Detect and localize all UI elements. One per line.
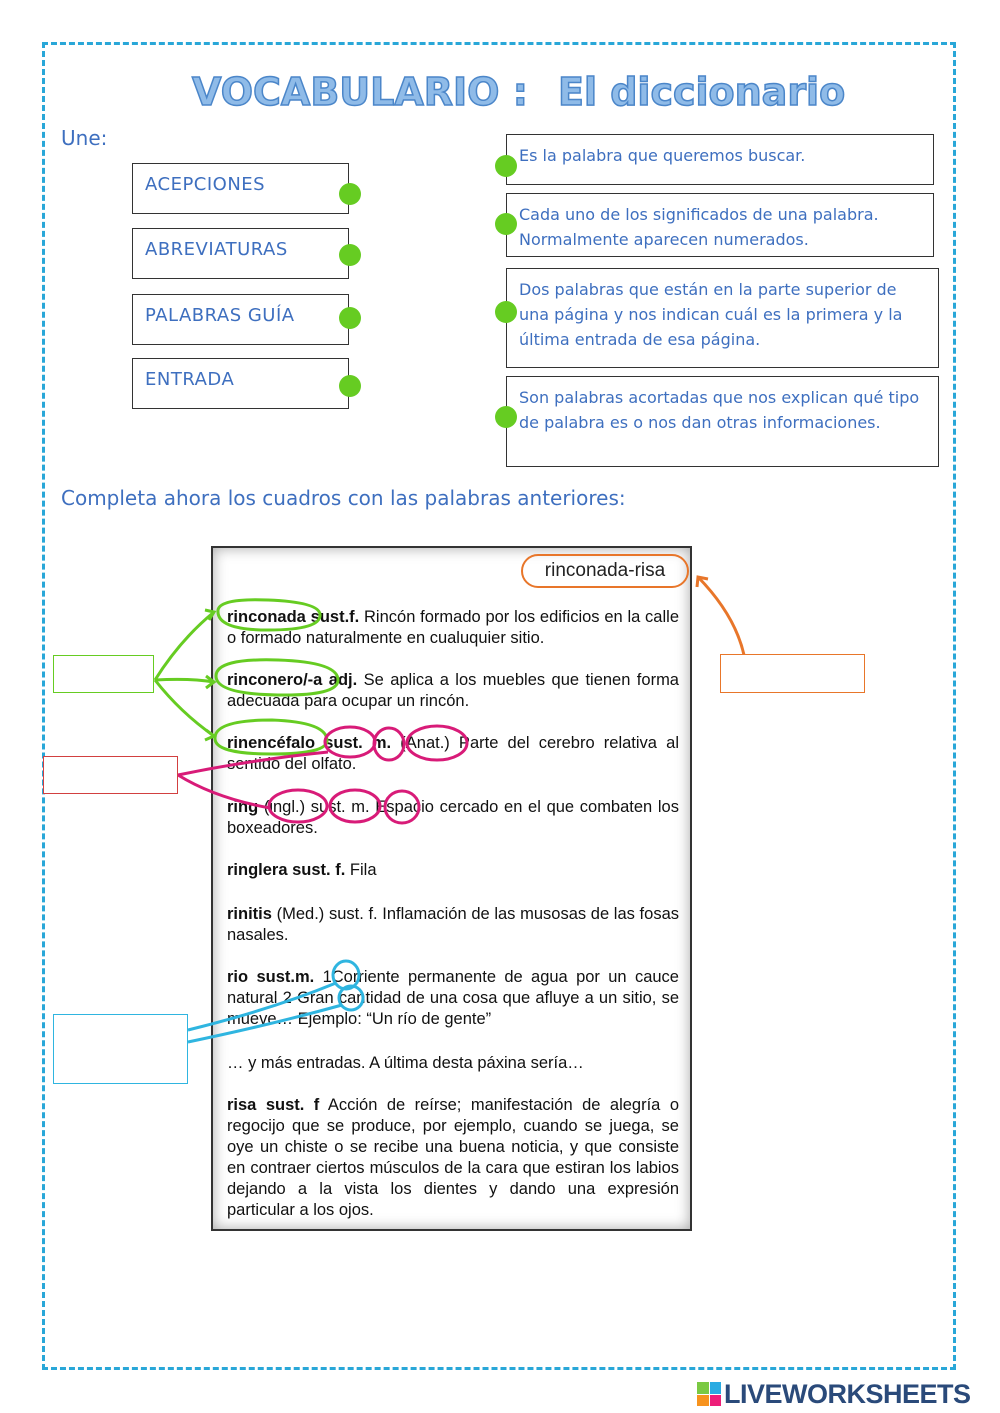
entry-text: Se aplica a los muebles que tienen forma adecuada para ocupar un rincón.	[227, 671, 679, 710]
magenta-circle-sust-2	[330, 790, 380, 822]
magenta-circle-sust-1	[325, 727, 375, 757]
entry-head: ring	[227, 798, 259, 816]
green-arrow-2	[155, 679, 214, 682]
entry-text: (Anat.) Parte del cerebro relativa al sentido del olfato.	[227, 734, 679, 773]
definition-box-3: Dos palabras que están en la parte superior de una página y nos indican cuál es la primera y la última entrada de esa página.	[506, 268, 939, 368]
entry-head: risa	[227, 1096, 257, 1114]
magenta-circle-anat	[407, 726, 467, 760]
entry-head: rinencéfalo	[227, 734, 316, 752]
title-el-diccionario: El diccionario	[558, 70, 846, 114]
answer-box-acepciones[interactable]	[53, 1014, 188, 1084]
logo-text: LIVEWORKSHEETS	[724, 1378, 971, 1409]
answer-box-entrada[interactable]	[53, 655, 154, 693]
entry-tags: sust.f.	[310, 608, 360, 626]
une-label: Une:	[61, 126, 108, 150]
green-circle-rinconero	[216, 660, 338, 695]
entry-tags: adj.	[328, 671, 358, 689]
entry-head: rio	[227, 968, 249, 986]
term-box-palabras-guia: PALABRAS GUÍA	[132, 294, 349, 345]
entry-head: rinconero/-a	[227, 671, 323, 689]
entry-text: 1Corriente permanente de agua por un cauce natural 2 Gran cantidad de una cosa que afluye a un sitio, se mueve… Ejemplo: “Un río de gente”	[227, 968, 679, 1028]
entry-tags: sust. m.	[324, 734, 392, 752]
magenta-circle-m-1	[374, 728, 404, 760]
magenta-connector-2	[178, 775, 270, 808]
entry-tags: sust. f	[265, 1096, 320, 1114]
definition-box-1: Es la palabra que queremos buscar.	[506, 134, 934, 185]
entry-head: rinconada	[227, 608, 306, 626]
entry-text: Rincón formado por los edificios en la calle o formado naturalmente en cualuquier sitio.	[227, 608, 679, 647]
entry-head: rinitis	[227, 905, 272, 923]
entry-text: (Med.) sust. f. Inflamación de las musosas de las fosas nasales.	[227, 905, 679, 944]
logo-cube-icon	[697, 1382, 721, 1406]
magenta-circle-ingl	[269, 790, 327, 822]
cyan-connector-1	[188, 983, 336, 1030]
entry-text: (ingl.) sust. m. Espacio cercado en el que combaten los boxeadores.	[227, 798, 679, 837]
entry-text: Fila	[349, 861, 377, 879]
term-box-entrada: ENTRADA	[132, 358, 349, 409]
entry-head: ringlera	[227, 861, 288, 879]
magenta-connector-1	[178, 752, 328, 775]
green-arrow-3	[155, 680, 214, 736]
cyan-circle-sense-1	[333, 961, 359, 989]
orange-arrow	[698, 577, 744, 655]
answer-box-palabras-guia[interactable]	[720, 654, 865, 693]
term-box-acepciones: ACEPCIONES	[132, 163, 349, 214]
guide-words: rinconada-risa	[521, 554, 689, 588]
entry-text: Acción de reírse; manifestación de alegría o regocijo que se produce, por ejemplo, cuando se juega, se oye un chiste o se recibe una buena noticia, y que consiste en contraer ciertos músculos de la cara que estiran los labios dejando a la vista los dientes y dando una expresión particular a los ojos.	[227, 1096, 679, 1219]
answer-box-abreviaturas[interactable]	[43, 756, 178, 794]
green-arrowhead-3	[205, 730, 214, 740]
definition-box-2: Cada uno de los significados de una palabra. Normalmente aparecen numerados.	[506, 193, 934, 257]
entry-tags: sust. f.	[292, 861, 346, 879]
complete-instruction: Completa ahora los cuadros con las palabras anteriores:	[61, 486, 626, 510]
magenta-circle-m-2	[385, 791, 419, 823]
green-circle-rinencefalo	[215, 720, 327, 754]
title-vocabulario: VOCABULARIO :	[192, 70, 528, 114]
green-circle-rinconada	[218, 600, 320, 630]
definition-box-4: Son palabras acortadas que nos explican qué tipo de palabra es o nos dan otras informaciones.	[506, 376, 939, 467]
green-arrow-1	[155, 612, 214, 680]
liveworksheets-logo	[697, 1378, 971, 1410]
term-box-abreviaturas: ABREVIATURAS	[132, 228, 349, 279]
entry-text: … y más entradas. A última desta páxina sería…	[227, 1054, 584, 1072]
entry-tags: sust.m.	[256, 968, 315, 986]
